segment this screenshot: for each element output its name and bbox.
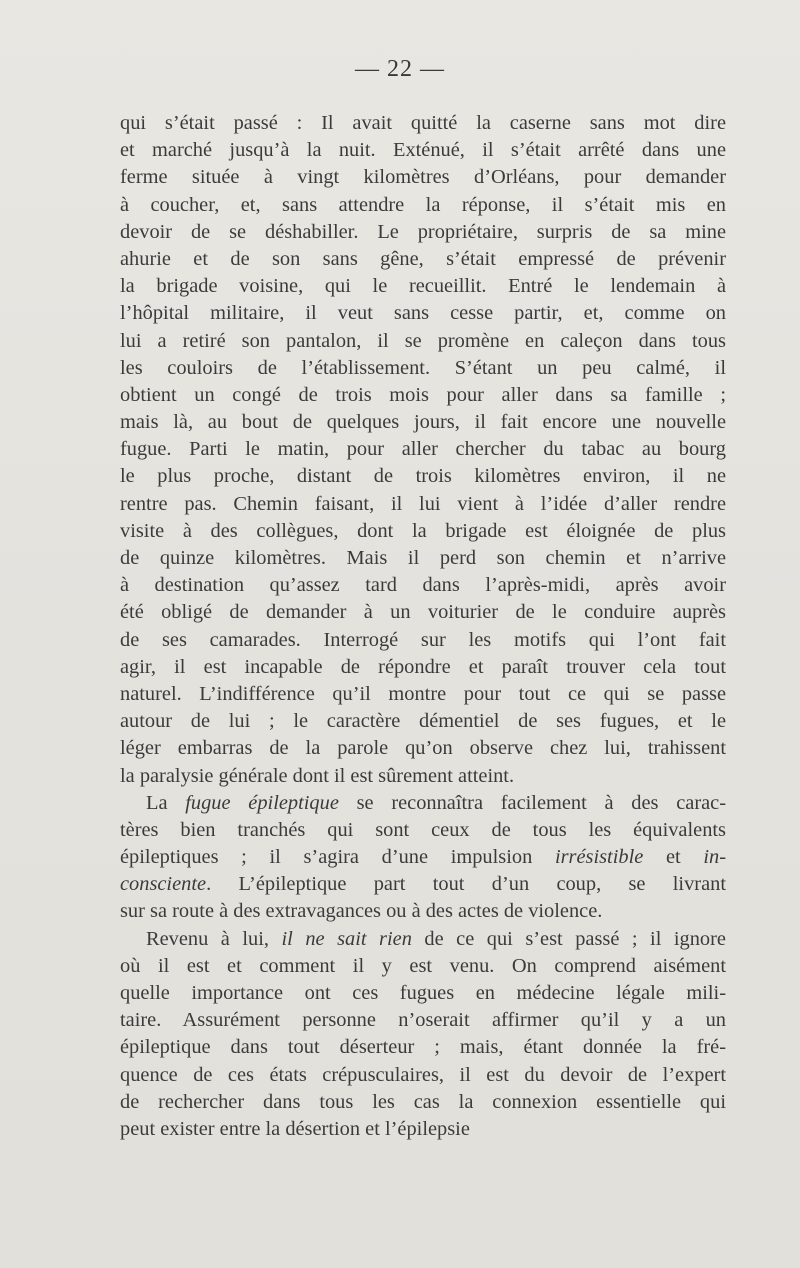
text-run: autour de lui ; le caractère démentiel de ses fugues, et le: [120, 710, 726, 733]
text-run: qui s’était passé : Il avait quitté la caserne sans mot dire: [120, 112, 726, 134]
text-run: ferme située à vingt kilomètres d’Orléans, pour demander: [120, 166, 726, 189]
text-line: [120, 436, 726, 463]
text-line: [120, 1089, 726, 1116]
text-line: [120, 980, 726, 1007]
text-line: [120, 1062, 726, 1089]
text-line: [120, 219, 726, 246]
text-run: et: [643, 846, 704, 869]
text-run: agir, il est incapable de répondre et paraît trouver cela tout: [120, 655, 726, 678]
text-run: à coucher, et, sans attendre la réponse, il s’était mis en: [120, 193, 726, 216]
text-run: visite à des collègues, dont la brigade est éloignée de plus: [120, 519, 726, 542]
text-line: [120, 790, 726, 817]
text-run: de rechercher dans tous les cas la connexion essentielle qui: [120, 1090, 726, 1113]
text-run: peut exister entre la désertion et l’épilepsie: [120, 1117, 470, 1140]
text-line: [120, 545, 726, 572]
text-line: [120, 1034, 726, 1061]
text-run: se reconnaîtra facilement à des carac-: [338, 791, 726, 814]
text-line: [120, 491, 726, 518]
text-run: de quinze kilomètres. Mais il perd son chemin et n’arrive: [120, 547, 726, 569]
text-line: [120, 953, 726, 980]
text-run: ahurie et de son sans gêne, s’était empressé de prévenir: [120, 247, 726, 270]
text-run: de ce qui s’est passé ; il ignore: [411, 927, 726, 950]
text-line: [120, 599, 726, 626]
text-line: [120, 572, 726, 599]
text-line: [120, 246, 726, 273]
text-line: [120, 654, 726, 681]
text-run: la paralysie générale dont il est sûrement atteint.: [120, 764, 515, 787]
text-line: [120, 926, 726, 953]
text-run: fugue. Parti le matin, pour aller chercher du tabac au bourg: [120, 438, 726, 461]
text-line: [120, 300, 726, 327]
text-run: et marché jusqu’à la nuit. Exténué, il s’était arrêté dans une: [120, 139, 726, 162]
text-line: [120, 708, 726, 735]
text-run: quence de ces états crépusculaires, il est du devoir de l’expert: [120, 1063, 726, 1086]
italic-phrase: consciente: [120, 873, 207, 896]
text-line: [120, 328, 726, 355]
text-line: [120, 871, 726, 898]
text-run: rentre pas. Chemin faisant, il lui vient à l’idée d’aller rendre: [120, 492, 726, 515]
text-line: [120, 898, 726, 925]
italic-phrase: irrésistible: [554, 846, 644, 869]
text-line: [120, 844, 726, 871]
text-run: lui a retiré son pantalon, il se promène en caleçon dans tous: [120, 329, 726, 352]
text-run: taire. Assurément personne n’oserait affirmer qu’il y a un: [120, 1009, 726, 1032]
text-line: [120, 681, 726, 708]
text-run: l’hôpital militaire, il veut sans cesse partir, et, comme on: [120, 302, 726, 325]
text-run: la brigade voisine, qui le recueillit. Entré le lendemain à: [120, 275, 726, 298]
text-run: de ses camarades. Interrogé sur les motifs qui l’ont fait: [120, 628, 726, 651]
text-run: devoir de se déshabiller. Le propriétaire, surpris de sa mine: [120, 220, 726, 243]
text-line: [120, 763, 726, 790]
text-run: naturel. L’indifférence qu’il montre pour tout ce qui se passe: [120, 682, 726, 705]
text-line: [120, 1007, 726, 1034]
text-line: [120, 1116, 726, 1143]
text-line: [120, 164, 726, 191]
text-run: sur sa route à des extravagances ou à des actes de violence.: [120, 900, 603, 923]
text-run: . L’épileptique part tout d’un coup, se livrant: [206, 873, 726, 896]
text-line: [120, 518, 726, 545]
body-text: [120, 110, 726, 1143]
text-run: Revenu à lui,: [146, 927, 282, 950]
text-run: à destination qu’assez tard dans l’après-midi, après avoir: [120, 574, 726, 597]
italic-phrase: fugue épileptique: [185, 791, 339, 814]
text-run: obtient un congé de trois mois pour aller dans sa famille ;: [120, 383, 726, 406]
text-line: [120, 110, 726, 137]
text-run: La: [146, 791, 186, 814]
text-run: épileptique dans tout déserteur ; mais, étant donnée la fré-: [120, 1036, 726, 1059]
text-line: [120, 409, 726, 436]
text-run: les couloirs de l’établissement. S’étant un peu calmé, il: [120, 356, 726, 379]
text-run: mais là, au bout de quelques jours, il fait encore une nouvelle: [120, 411, 726, 434]
text-run: léger embarras de la parole qu’on observe chez lui, trahissent: [120, 737, 726, 760]
text-line: [120, 735, 726, 762]
text-line: [120, 627, 726, 654]
text-line: [120, 463, 726, 490]
text-line: [120, 355, 726, 382]
page-number: — 22 —: [355, 56, 445, 82]
text-run: épileptiques ; il s’agira d’une impulsion: [120, 846, 555, 869]
text-run: le plus proche, distant de trois kilomètres environ, il ne: [120, 465, 726, 488]
text-line: [120, 273, 726, 300]
text-run: été obligé de demander à un voiturier de le conduire auprès: [120, 601, 726, 624]
text-line: [120, 137, 726, 164]
text-line: [120, 817, 726, 844]
italic-phrase: il ne sait rien: [281, 927, 412, 950]
text-run: tères bien tranchés qui sont ceux de tous les équivalents: [120, 818, 726, 841]
text-run: quelle importance ont ces fugues en médecine légale mili-: [120, 982, 726, 1004]
text-run: où il est et comment il y est venu. On comprend aisément: [120, 954, 726, 977]
italic-phrase: in-: [703, 846, 726, 869]
text-line: [120, 382, 726, 409]
text-line: [120, 192, 726, 219]
